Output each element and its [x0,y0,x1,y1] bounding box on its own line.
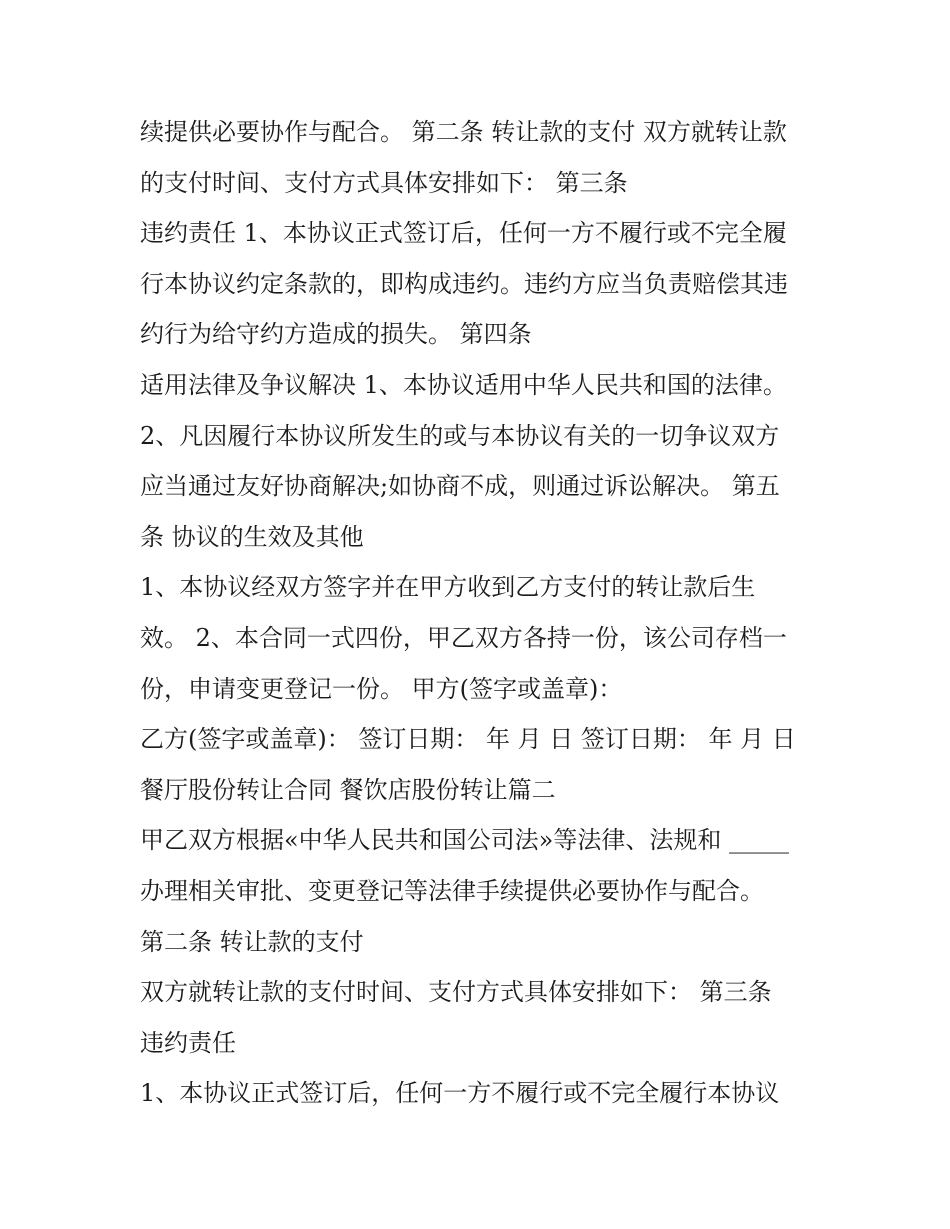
document-body [140,107,830,1119]
text-line: 份，申请变更登记一份。 甲方(签字或盖章)： [140,674,623,703]
text-line: 1、本协议经双方签字并在甲方收到乙方支付的转让款后生 [140,573,756,602]
text-line: 1、本协议正式签订后，任何一方不履行或不完全履行本协议 [140,1079,780,1108]
text-line: 条 协议的生效及其他 [140,522,364,551]
text-line: 办理相关审批、变更登记等法律手续提供必要协作与配合。 [140,876,764,905]
text-line: 2、凡因履行本协议所发生的或与本协议有关的一切争议双方 [140,421,780,450]
text-line: 应当通过友好协商解决;如协商不成，则通过诉讼解决。 第五 [140,472,780,501]
text-line: 续提供必要协作与配合。 第二条 转让款的支付 双方就转让款 [140,118,787,146]
section-title: 餐厅股份转让合同 餐饮店股份转让篇二 [140,775,556,804]
text-line: 第二条 转让款的支付 [140,927,364,956]
text-line: 效。 2、本合同一式四份，甲乙双方各持一份，该公司存档一 [140,623,787,652]
text-line: 双方就转让款的支付时间、支付方式具体安排如下： 第三条 [140,978,772,1007]
text-line: 乙方(签字或盖章)： 签订日期： 年 月 日 签订日期： 年 月 日 [140,725,796,754]
text-line: 适用法律及争议解决 1、本协议适用中华人民共和国的法律。 [140,370,787,399]
text-line: 约行为给守约方造成的损失。 第四条 [140,320,532,349]
text-line: 甲乙双方根据«中华人民共和国公司法»等法律、法规和 _____ [140,826,789,855]
text-line: 行本协议约定条款的，即构成违约。违约方应当负责赔偿其违 [140,269,788,298]
text-line: 的支付时间、支付方式具体安排如下： 第三条 [140,168,628,197]
text-line: 违约责任 1、本协议正式签订后，任何一方不履行或不完全履 [140,219,787,248]
text-line: 违约责任 [140,1028,236,1057]
